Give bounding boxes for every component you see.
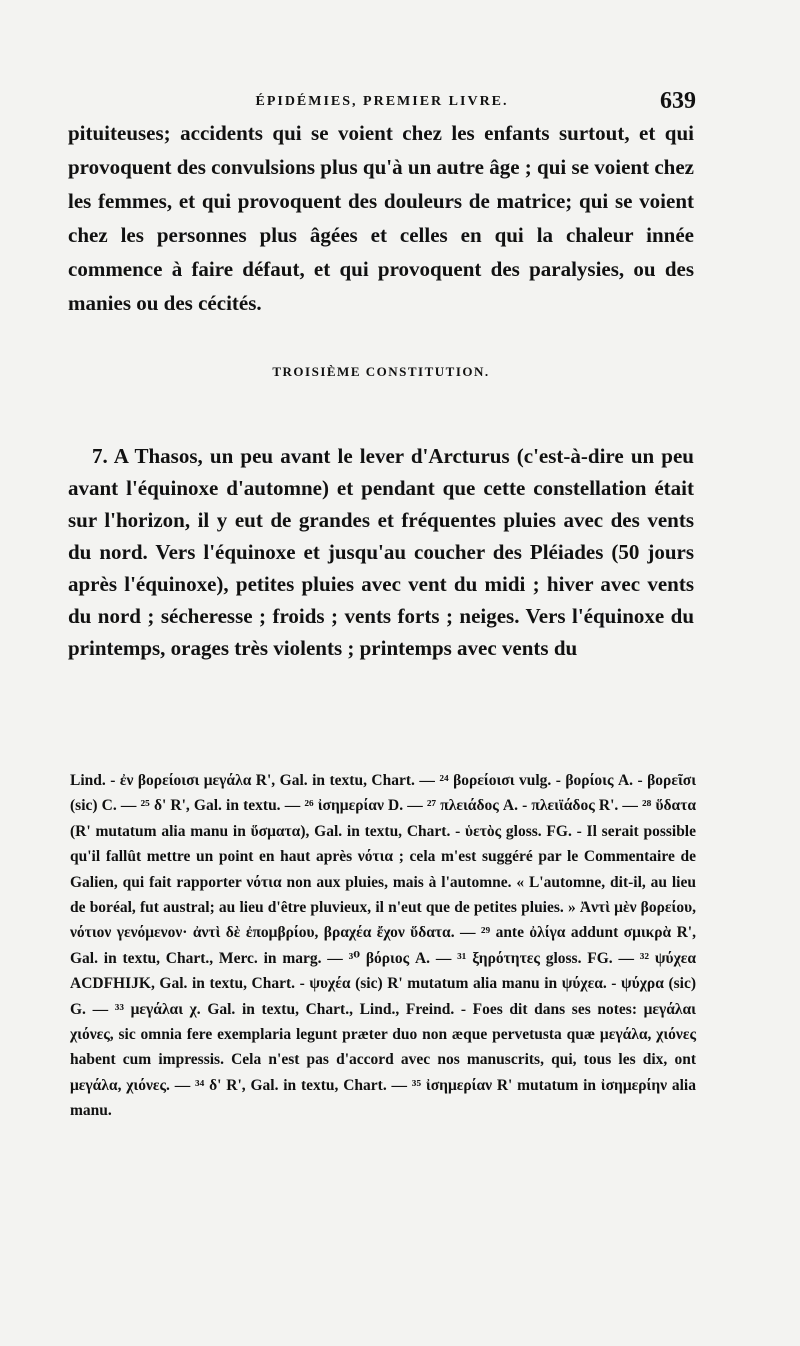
section-heading: TROISIÈME CONSTITUTION.	[272, 364, 490, 379]
running-title: ÉPIDÉMIES, PREMIER LIVRE.	[255, 94, 509, 109]
paragraph-7-text: 7. A Thasos, un peu avant le lever d'Arcturus (c'est-à-dire un peu avant l'équinoxe d'automne) et pendant que cette constellation était sur l'horizon, il y eut de grandes et fréquentes pluies avec des vents du nord. Vers l'équinoxe et jusqu'au coucher des Pléiades (50 jours après l'équinoxe), petites pluies avec vent du midi ; hiver avec vents du nord ; sécheresse ; froids ; vents forts ; neiges. Vers l'équinoxe du printemps, orages très violents ; printemps avec vents du	[68, 444, 694, 660]
page-number: 639	[660, 88, 696, 114]
footnotes-text: Lind. - ἐν βορείοισι μεγάλα R', Gal. in textu, Chart. — ²⁴ βορείοισι vulg. - βορίοις A. - βορεῖσι (sic) C. — ²⁵ δ' R', Gal. in textu. — ²⁶ ἰσημερίαν D. — ²⁷ πλειάδος A. - πλειϊάδος R'. — ²⁸ ὕδατα (R' mutatum alia manu in ὕσματα), Gal. in textu, Chart. - ὑετὸς gloss. FG. - Il serait possible qu'il fallût mettre un point en haut après νότια ; cela m'est suggéré par le Commentaire de Galien, qui fait rapporter νότια non aux pluies, mais à l'automne. « L'automne, dit-il, au lieu de boréal, fut austral; au lieu d'être pluvieux, il n'eut que de petites pluies. » Ἀντὶ μὲν βορείου, νότιον γενόμενον· ἀντὶ δὲ ἐπομβρίου, βραχέα ἔχον ὕδατα. — ²⁹ ante ὀλίγα addunt σμικρὰ R', Gal. in textu, Chart., Merc. in marg. — ³⁰ βόριος A. — ³¹ ξηρότητες gloss. FG. — ³² ψύχεα ACDFHIJK, Gal. in textu, Chart. - ψυχέα (sic) R' mutatum alia manu in ψύχεα. - ψύχρα (sic) G. — ³³ μεγάλαι χ. Gal. in textu, Chart., Lind., Freind. - Foes dit dans ses notes: μεγάλαι χιόνες, sic omnia fere exemplaria legunt præter duo non æque pervetusta quæ μεγάλα, χιόνες habent cum impressis. Cela n'est pas d'accord avec nos manuscrits, qui, tous les dix, ont μεγάλα, χιόνες. — ³⁴ δ' R', Gal. in textu, Chart. — ³⁵ ἰσημερίαν R' mutatum in ἰσημερίην alia manu.	[70, 772, 696, 1120]
main-text	[68, 116, 694, 320]
footnotes	[70, 768, 696, 1124]
opening-paragraph: pituiteuses; accidents qui se voient chez les enfants surtout, et qui provoquent des convulsions plus qu'à un autre âge ; qui se voient chez les femmes, et qui provoquent des douleurs de matrice; qui se voient chez les personnes plus âgées et celles en qui la chaleur innée commence à faire défaut, et qui provoquent des paralysies, ou des manies ou des cécités.	[68, 121, 694, 315]
paragraph-7	[68, 440, 694, 664]
running-head	[68, 88, 696, 118]
